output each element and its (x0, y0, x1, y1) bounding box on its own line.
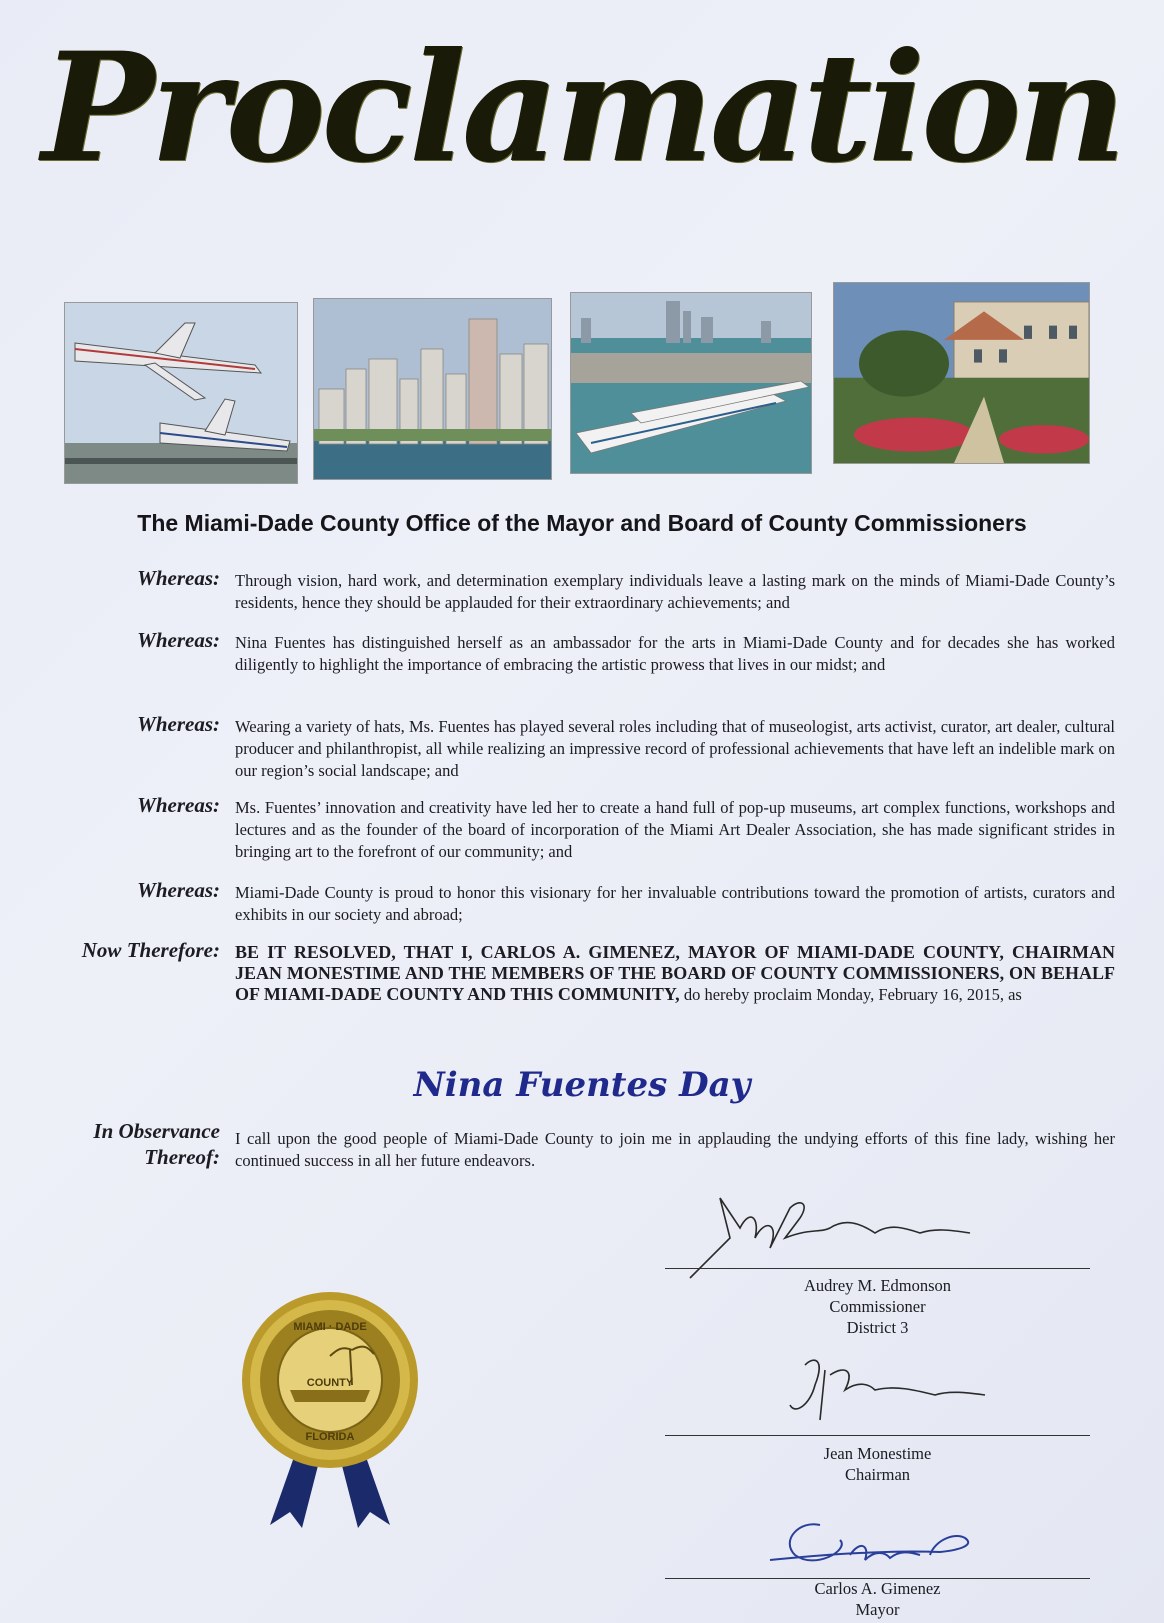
photo-airplanes (64, 302, 298, 484)
proclamation-title: Proclamation (41, 20, 1123, 196)
signatory-title: Chairman (844, 1465, 911, 1484)
seal-top-text: MIAMI · DADE (293, 1321, 367, 1333)
signature-edmonson (670, 1178, 990, 1288)
photo-port-cruise-ships (570, 292, 812, 474)
clause-label: Whereas: (137, 878, 220, 902)
resolution-caps: BE IT RESOLVED, THAT I, CARLOS A. GIMENEZ, MAYOR OF MIAMI-DADE COUNTY, CHAIRMAN JEAN MONESTIME AND THE MEMBERS OF THE BOARD OF COUNTY COMMISSIONERS, ON BEHALF OF MIAMI-DADE COUNTY AND THIS COMMUNITY, (235, 942, 1115, 1004)
clause-text: Ms. Fuentes’ innovation and creativity have led her to create a hand full of pop-up museums, art complex functions, workshops and lectures and as the founder of the board of incorporation of the Miami Art Dealer Association, she has made significant strides in bringing art to the forefront of our community; and (235, 798, 1115, 861)
signatory-name: Jean Monestime (823, 1444, 932, 1463)
day-name: Nina Fuentes Day (413, 1065, 751, 1105)
signatory-name: Carlos A. Gimenez (814, 1579, 941, 1598)
clause-text: Nina Fuentes has distinguished herself as an ambassador for the arts in Miami-Dade County and for decades she has worked diligently to highlight the importance of embracing the artistic prowess that lives in our midst; and (235, 633, 1115, 674)
photo-city-skyline (313, 298, 552, 480)
signatory-gimenez (665, 1578, 1090, 1620)
signatory-edmonson (665, 1275, 1090, 1338)
clause-text (235, 942, 1115, 1005)
signature-monestime (775, 1345, 1005, 1435)
clause-label: Whereas: (137, 566, 220, 590)
observance-label-line2: Thereof: (144, 1145, 220, 1169)
signature-line (665, 1268, 1090, 1269)
signatory-title: Commissioner (829, 1297, 926, 1316)
signature-line (665, 1435, 1090, 1436)
observance-label-line1: In Observance (93, 1119, 220, 1143)
observance-text: I call upon the good people of Miami-Dade County to join me in applauding the undying efforts of this fine lady, wishing her continued success in all her future endeavors. (235, 1129, 1115, 1170)
clause-text: Through vision, hard work, and determination exemplary individuals leave a lasting mark on the minds of Miami-Dade County’s residents, hence they should be applauded for their extraordinary achievements; and (235, 571, 1115, 612)
observance-label (40, 1118, 220, 1170)
office-heading: The Miami-Dade County Office of the Mayor and Board of County Commissioners (137, 510, 1027, 536)
clause-label: Now Therefore: (81, 938, 220, 962)
seal-bottom-text: FLORIDA (305, 1431, 355, 1443)
resolution-rest: do hereby proclaim Monday, February 16, 2015, as (683, 985, 1022, 1004)
clause-label: Whereas: (137, 712, 220, 736)
signatory-title: Mayor (855, 1600, 900, 1619)
signatory-district: District 3 (846, 1318, 909, 1337)
clause-label: Whereas: (137, 628, 220, 652)
signatory-monestime (665, 1443, 1090, 1485)
photo-villa-garden (833, 282, 1090, 464)
clause-text: Wearing a variety of hats, Ms. Fuentes has played several roles including that of museologist, arts activist, curator, art dealer, cultural producer and philanthropist, all while realizing an impressive record of professional achievements that have left an indelible mark on our region’s social landscape; and (235, 717, 1115, 780)
seal-center-text: COUNTY (306, 1377, 354, 1389)
clause-text: Miami-Dade County is proud to honor this visionary for her invaluable contributions toward the promotion of artists, curators and exhibits in our society and abroad; (235, 883, 1115, 924)
clause-label: Whereas: (137, 793, 220, 817)
signatory-name: Audrey M. Edmonson (803, 1276, 952, 1295)
county-seal (230, 1290, 430, 1530)
